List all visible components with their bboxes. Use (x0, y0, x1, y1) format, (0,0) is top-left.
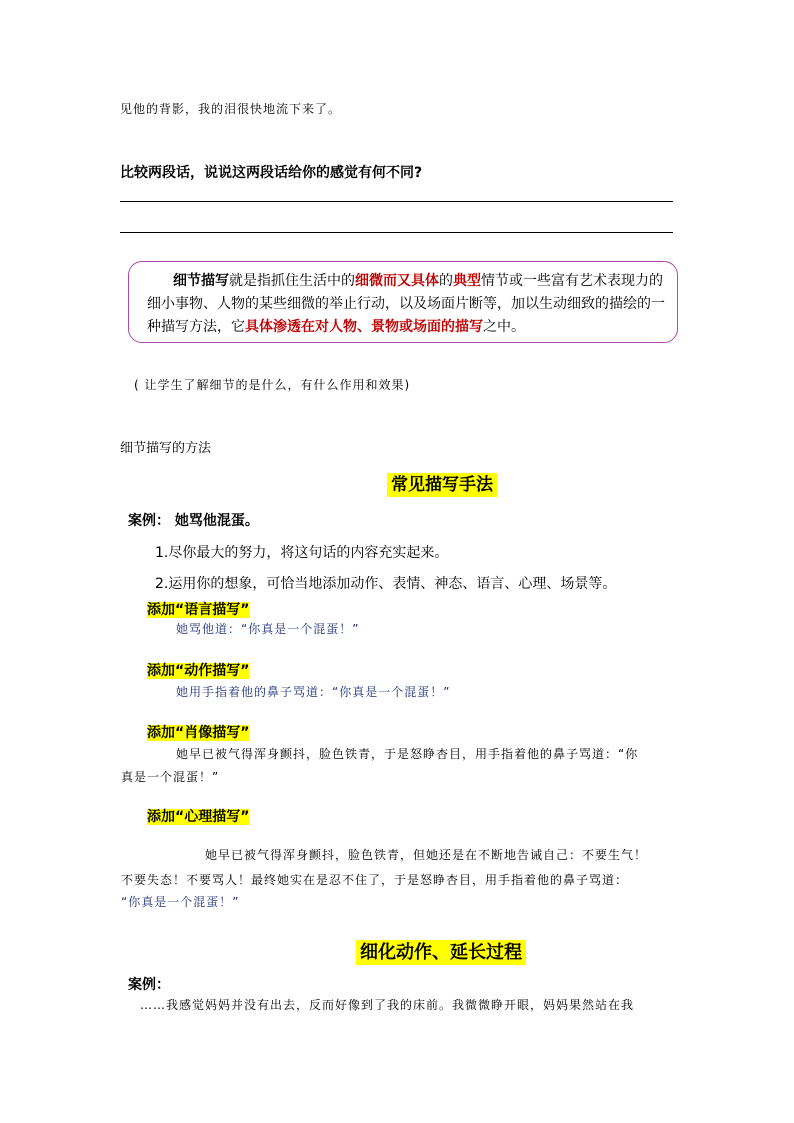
heading-common-methods-text: 常见描写手法 (387, 473, 497, 497)
case-2-text: ……我感觉妈妈并没有出去，反而好像到了我的床前。我微微睁开眼，妈妈果然站在我 (140, 998, 635, 1012)
example-psych-line-1: 她早已被气得浑身颤抖，脸色铁青，但她还是在不断地告诫自己：不要生气！ (205, 848, 648, 862)
label-language (147, 599, 249, 619)
label-portrait-text: 添加“肖像描写” (147, 725, 250, 741)
label-action (147, 660, 249, 680)
callout-text-3c: 之中。 (483, 319, 525, 335)
callout-emphasis-2: 典型 (453, 273, 481, 289)
task-2: 2.运用你的想象，可恰当地添加动作、表情、神态、语言、心理、场景等。 (155, 576, 617, 592)
example-portrait-line-2: 真是一个混蛋！” (121, 770, 220, 784)
heading-refine-action (356, 938, 526, 964)
label-psych-text: 添加“心理描写” (147, 809, 250, 825)
label-action-text: 添加“动作描写” (147, 663, 250, 679)
label-psych (147, 806, 249, 826)
example-psych-line-3: “你真是一个混蛋！” (121, 895, 240, 909)
callout-text-1b: 就是指抓住生活中的 (229, 273, 355, 289)
example-psych-line-2: 不要失态！不要骂人！最终她实在是忍不住了，于是怒睁杏目，用手指着他的鼻子骂道： (121, 873, 629, 887)
answer-line-1 (120, 201, 673, 202)
heading-refine-action-text: 细化动作、延长过程 (356, 940, 526, 965)
task-1: 1.尽你最大的努力，将这句话的内容充实起来。 (155, 545, 449, 561)
answer-line-2 (120, 232, 673, 233)
case-2: 案例： (128, 977, 170, 993)
example-portrait-line-1: 她早已被气得浑身颤抖，脸色铁青，于是怒睁杏目，用手指着他的鼻子骂道：“你 (176, 747, 639, 761)
top-line: 见他的背影，我的泪很快地流下来了。 (120, 102, 342, 116)
section-title: 细节描写的方法 (120, 441, 212, 456)
callout-text-1d: 的 (439, 273, 453, 289)
teacher-note: ( 让学生了解细节的是什么，有什么作用和效果) (134, 378, 411, 392)
callout-text-3a: 种描写方法，它 (147, 319, 245, 335)
callout-text-1f: 情节或一些富有艺术表现力的 (481, 273, 663, 289)
definition-callout (128, 261, 678, 343)
callout-line-2: 细小事物、人物的某些细微的举止行动，以及场面片断等，加以生动细致的描绘的一 (147, 296, 665, 312)
example-action: 她用手指着他的鼻子骂道：“你真是一个混蛋！” (176, 685, 451, 699)
callout-emphasis-1: 细微而又具体 (355, 273, 439, 289)
heading-common-methods (387, 470, 497, 495)
case-1: 案例： 她骂他混蛋。 (128, 513, 259, 529)
label-language-text: 添加“语言描写” (147, 602, 250, 618)
callout-term: 细节描写 (173, 273, 229, 289)
question: 比较两段话，说说这两段话给你的感觉有何不同? (120, 165, 423, 181)
callout-emphasis-3: 具体渗透在对人物、景物或场面的描写 (245, 319, 483, 335)
example-language: 她骂他道：“你真是一个混蛋！” (176, 622, 360, 636)
label-portrait (147, 722, 249, 742)
